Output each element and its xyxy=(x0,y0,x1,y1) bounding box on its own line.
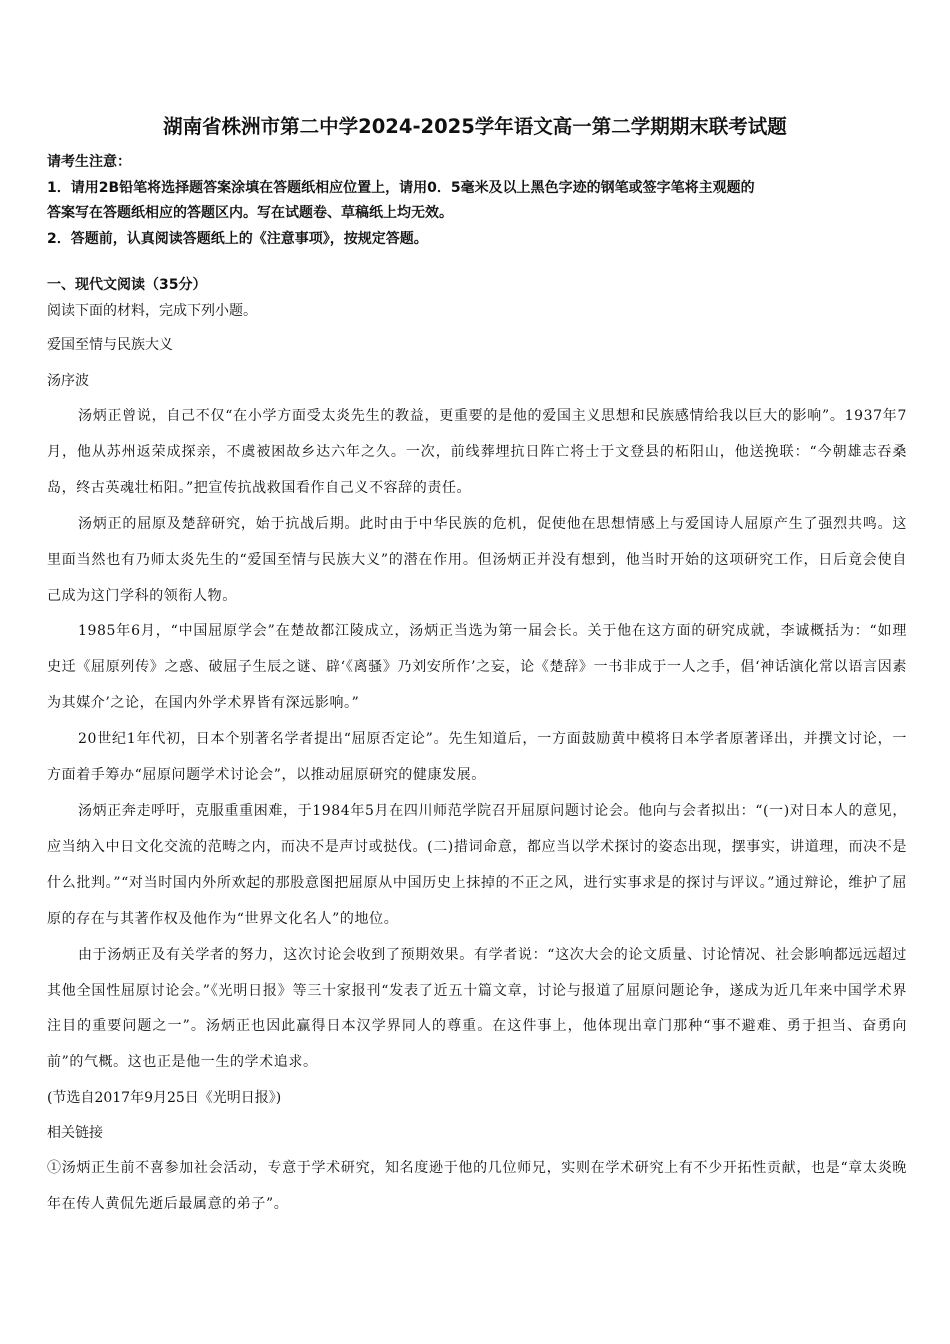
notice-item-2: 2．答题前，认真阅读答题纸上的《注意事项》，按规定答题。 xyxy=(47,230,428,247)
source-note: (节选自2017年9月25日《光明日报》) xyxy=(47,1090,282,1107)
instruction: 阅读下面的材料，完成下列小题。 xyxy=(47,303,257,319)
related-link-item-1: ①汤炳正生前不喜参加社会活动，专意于学术研究，知名度逊于他的几位师兄，实则在学术研究上有不少开拓性贡献，也是“章太炎晚年在传人黄侃先逝后最属意的弟子”。 xyxy=(47,1160,907,1213)
paragraph-4: 20世纪1年代初，日本个别著名学者提出“屈原否定论”。先生知道后，一方面鼓励黄中模将日本学者原著译出，并撰文讨论，一方面着手筹办“屈原问题学术讨论会”，以推动屈原研究的健康发展。 xyxy=(47,731,907,784)
article-author: 汤序波 xyxy=(47,373,89,389)
notice-item-1-line-2: 答案写在答题纸相应的答题区内。写在试题卷、草稿纸上均无效。 xyxy=(47,205,453,221)
section-heading: 一、现代文阅读（35分） xyxy=(47,277,207,293)
article-title: 爱国至情与民族大义 xyxy=(47,337,173,353)
notice-heading: 请考生注意： xyxy=(47,154,131,170)
paragraph-3: 1985年6月，“中国屈原学会”在楚故都江陵成立，汤炳正当选为第一届会长。关于他在这方面的研究成就，李诚概括为：“如理史迁《屈原列传》之惑、破屈子生辰之谜、辟‘《离骚》乃刘安所作’之妄，论《楚辞》一书非成于一人之手，倡‘神话演化常以语言因素为其媒介’之论，在国内外学术界皆有深远影响。” xyxy=(47,623,907,712)
candidate-notice xyxy=(47,150,907,252)
paragraph-2: 汤炳正的屈原及楚辞研究，始于抗战后期。此时由于中华民族的危机，促使他在思想情感上与爱国诗人屈原产生了强烈共鸣。这里面当然也有乃师太炎先生的“爱国至情与民族大义”的潜在作用。但汤炳正并没有想到，他当时开始的这项研究工作，日后竟会使自己成为这门学科的领衔人物。 xyxy=(47,515,907,604)
related-links-heading: 相关链接 xyxy=(47,1125,103,1142)
paragraph-5: 汤炳正奔走呼吁，克服重重困难，于1984年5月在四川师范学院召开屈原问题讨论会。他向与会者拟出：“(一)对日本人的意见，应当纳入中日文化交流的范畴之内，而决不是声讨或挞伐。(二)措词命意，都应当以学术探讨的姿态出现，摆事实，讲道理，而决不是什么批判。”“对当时国内外所欢起的那股意图把屈原从中国历史上抹掉的不正之风，进行实事求是的探讨与评议。”通过辩论，维护了屈原的存在与其著作权及他作为“世界文化名人”的地位。 xyxy=(47,802,907,927)
reading-material xyxy=(47,297,907,1223)
notice-item-1-line-1: 1．请用2B铅笔将选择题答案涂填在答题纸相应位置上，请用0．5毫米及以上黑色字迹的钢笔或签字笔将主观题的 xyxy=(47,179,755,196)
paragraph-1: 汤炳正曾说，自己不仅“在小学方面受太炎先生的教益，更重要的是他的爱国主义思想和民族感情给我以巨大的影响”。1937年7月，他从苏州返荣成探亲，不虞被困故乡达六年之久。一次，前线葬埋抗日阵亡将士于文登县的柘阳山，他送挽联：“今朝雄志吞桑岛，终古英魂壮柘阳。”把宣传抗战救国看作自己义不容辞的责任。 xyxy=(47,408,907,496)
paragraph-6: 由于汤炳正及有关学者的努力，这次讨论会收到了预期效果。有学者说：“这次大会的论文质量、讨论情况、社会影响都远远超过其他全国性屈原讨论会。”《光明日报》等三十家报刊“发表了近五十篇文章，讨论与报道了屈原问题论争，遂成为近几年来中国学术界注目的重要问题之一”。汤炳正也因此赢得日本汉学界同人的尊重。在这件事上，他体现出章门那种“事不避难、勇于担当、奋勇向前”的气概。这也正是他一生的学术追求。 xyxy=(47,946,907,1071)
exam-title: 湖南省株洲市第二中学2024-2025学年语文高一第二学期期末联考试题 xyxy=(163,115,787,138)
